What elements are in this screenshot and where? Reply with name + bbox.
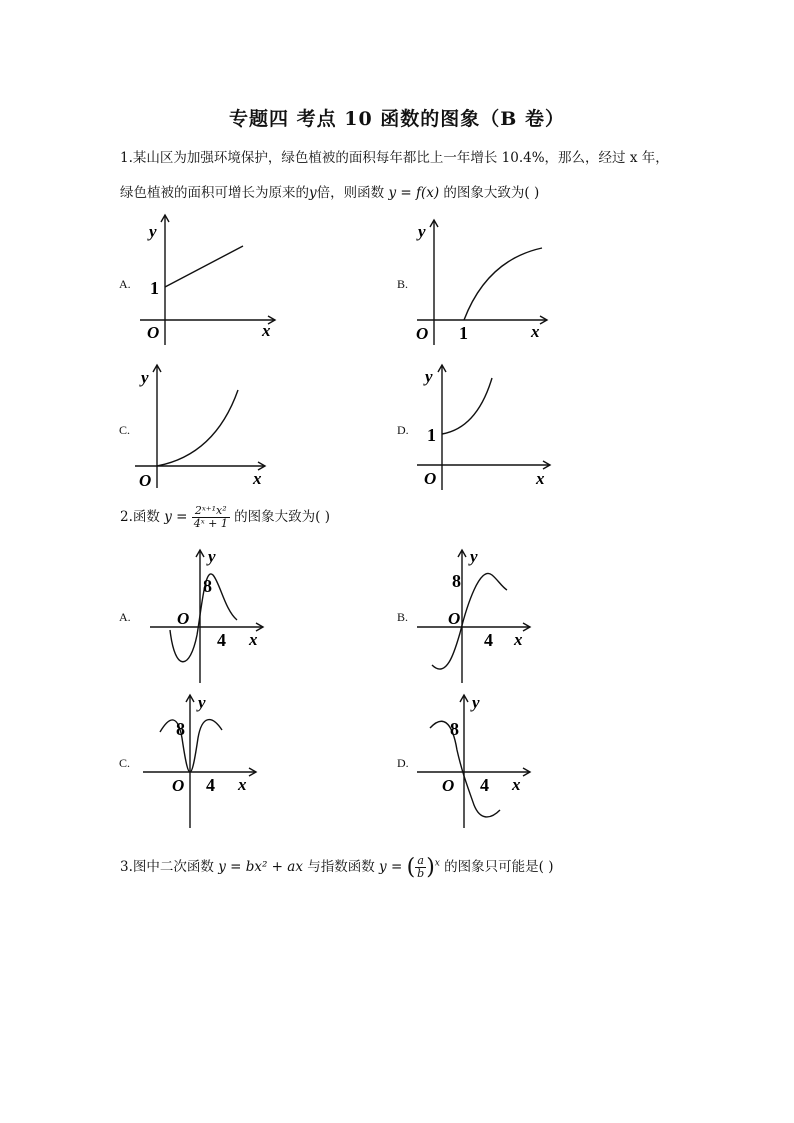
svg-text:8: 8 bbox=[452, 571, 461, 591]
q2-stem: 2.函数 y = $\frac{\text{2ˣ⁺¹x²}}{\text{4ˣ + 1}}$ 的图象大致为( ) bbox=[120, 504, 330, 531]
q1-graph-d bbox=[412, 360, 562, 495]
svg-text:O: O bbox=[139, 471, 152, 490]
svg-text:y: y bbox=[470, 547, 478, 566]
svg-text:x: x bbox=[531, 322, 540, 341]
q1-option-d-label: D. bbox=[397, 423, 409, 437]
q1-option-a-label: A. bbox=[119, 277, 131, 291]
q3-stem: 3.图中二次函数 y = bx² + ax 与指数函数 y = ( $\frac{a}{b}$ )$^x$ 的图象只可能是( ) bbox=[120, 854, 554, 881]
svg-text:x: x bbox=[238, 775, 247, 794]
q2-option-a-label: A. bbox=[119, 610, 131, 624]
svg-text:x: x bbox=[253, 469, 262, 488]
svg-text:y: y bbox=[418, 222, 426, 241]
page-title: 专题四 考点 10 函数的图象（B 卷） bbox=[229, 108, 565, 130]
svg-text:O: O bbox=[448, 609, 461, 628]
q1-option-c-label: C. bbox=[119, 423, 131, 437]
q2-option-b-label: B. bbox=[397, 610, 409, 624]
svg-text:1: 1 bbox=[427, 425, 436, 445]
q2-graph-b bbox=[412, 545, 542, 685]
y-axis-label: y bbox=[149, 222, 157, 241]
q1-graph-c bbox=[135, 360, 285, 495]
q2-fraction: $\frac{\text{2ˣ⁺¹x²}}{\text{4ˣ + 1}}$ bbox=[193, 504, 228, 531]
q1-graph-a bbox=[135, 210, 285, 350]
q2-graph-d bbox=[412, 690, 542, 830]
svg-text:y: y bbox=[472, 693, 480, 712]
origin-label: O bbox=[147, 323, 160, 342]
svg-text:O: O bbox=[416, 324, 429, 343]
q2-option-d-label: D. bbox=[397, 756, 409, 770]
svg-text:4: 4 bbox=[206, 775, 215, 795]
svg-text:x: x bbox=[514, 630, 523, 649]
svg-text:x: x bbox=[249, 630, 258, 649]
svg-text:y: y bbox=[208, 547, 216, 566]
q1-line2: 绿色植被的面积可增长为原来的y倍，则函数 y = f(x) 的图象大致为( ) bbox=[120, 185, 540, 201]
x-axis-label: x bbox=[262, 321, 271, 340]
svg-text:O: O bbox=[442, 776, 455, 795]
q1-graph-b bbox=[412, 215, 562, 350]
svg-text:4: 4 bbox=[217, 630, 226, 650]
q2-graph-c bbox=[138, 690, 268, 830]
svg-text:1: 1 bbox=[459, 323, 468, 343]
svg-text:O: O bbox=[424, 469, 437, 488]
q2-graph-a bbox=[145, 545, 275, 685]
q3-fraction: $\frac{a}{b}$ bbox=[417, 854, 425, 881]
svg-text:8: 8 bbox=[176, 719, 185, 739]
svg-text:O: O bbox=[172, 776, 185, 795]
svg-text:4: 4 bbox=[480, 775, 489, 795]
svg-text:8: 8 bbox=[203, 576, 212, 596]
svg-text:x: x bbox=[536, 469, 545, 488]
svg-text:y: y bbox=[425, 367, 433, 386]
tick-label: 1 bbox=[150, 278, 159, 298]
svg-text:y: y bbox=[141, 368, 149, 387]
svg-text:8: 8 bbox=[450, 719, 459, 739]
svg-text:y: y bbox=[198, 693, 206, 712]
q2-option-c-label: C. bbox=[119, 756, 131, 770]
q1-option-b-label: B. bbox=[397, 277, 409, 291]
q1-line1: 1.某山区为加强环境保护，绿色植被的面积每年都比上一年增长 10.4%，那么，经过 x 年， bbox=[120, 150, 669, 166]
svg-text:4: 4 bbox=[484, 630, 493, 650]
svg-text:O: O bbox=[177, 609, 190, 628]
svg-text:x: x bbox=[512, 775, 521, 794]
